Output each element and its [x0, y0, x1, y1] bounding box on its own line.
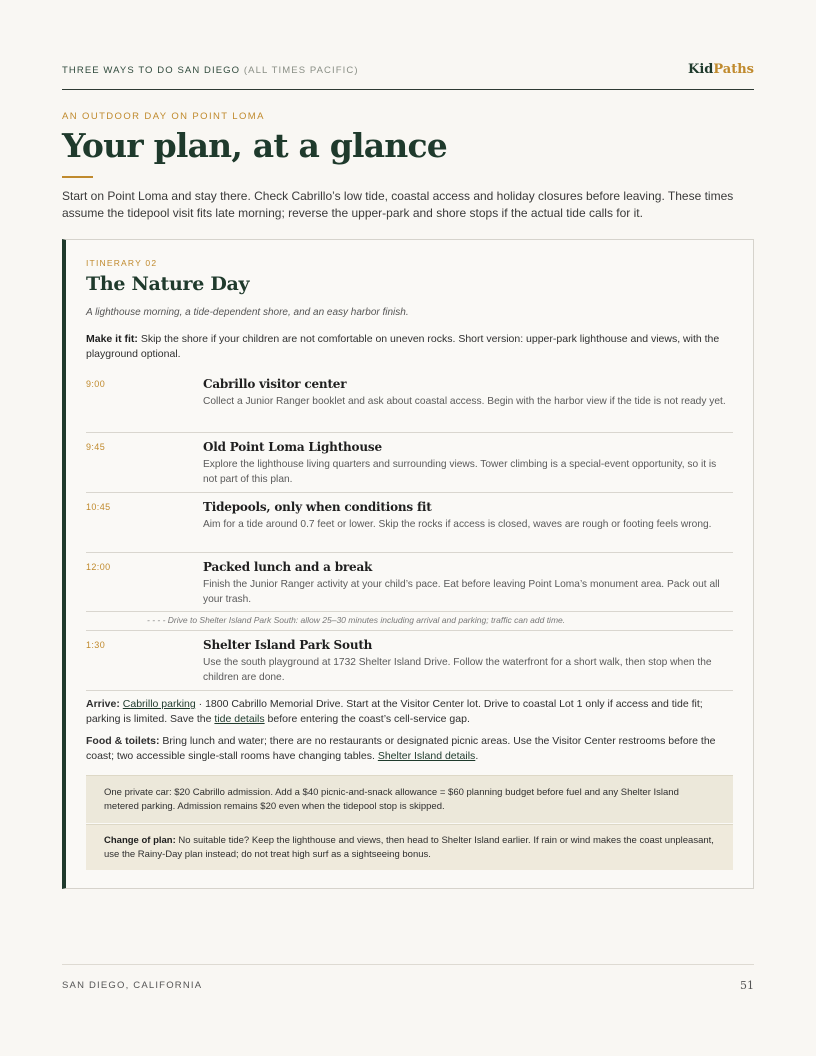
schedule-stop	[86, 553, 733, 612]
food-toilets-note	[86, 734, 733, 764]
budget-panel: One private car: $20 Cabrillo admission. Add a $40 picnic-and-snack allowance = $60 planning budget before fuel and any Shelter Island metered parking. Admission remains $20 even when the tidepool stop is skipped.	[86, 775, 733, 823]
footer-divider	[62, 964, 754, 965]
stop-description: Collect a Junior Ranger booklet and ask about coastal access. Begin with the harbor view if the tide is not ready yet.	[203, 396, 726, 407]
drive-note-text: - - - - Drive to Shelter Island Park South: allow 25–30 minutes including arrival and parking; traffic can add time.	[147, 615, 566, 625]
make-it-fit-note	[86, 332, 733, 362]
stop-description: Aim for a tide around 0.7 feet or lower. Skip the rocks if access is closed, waves are rough or footing feels wrong.	[203, 519, 712, 530]
make-it-fit-text: Skip the shore if your children are not comfortable on uneven rocks. Short version: upper-park lighthouse and views, with the playground optional.	[86, 333, 720, 360]
stop-title: Old Point Loma Lighthouse	[203, 440, 382, 454]
shelter-island-details-link[interactable]: Shelter Island details	[377, 750, 476, 762]
page-title: Your plan, at a glance	[62, 126, 447, 165]
brand-logo	[688, 62, 754, 77]
stop-description: Finish the Junior Ranger activity at your child’s pace. Eat before leaving Point Loma’s monument area. Pack out all your trash.	[203, 579, 720, 605]
change-of-plan-panel	[86, 824, 733, 870]
schedule-stop	[86, 493, 733, 553]
make-it-fit-label: Make it fit:	[86, 333, 138, 345]
food-text-end: .	[475, 750, 479, 762]
stop-title: Tidepools, only when conditions fit	[203, 500, 432, 514]
itinerary-subtitle: A lighthouse morning, a tide-dependent shore, and an easy harbor finish.	[86, 307, 409, 318]
stop-time: 1:30	[86, 640, 106, 650]
running-head	[62, 65, 359, 76]
change-text: No suitable tide? Keep the lighthouse and views, then head to Shelter Island earlier. If rain or wind makes the coast unpleasant, use the Rainy-Day plan instead; do not treat high surf as a sightseeing bonus.	[104, 835, 714, 860]
food-text: Bring lunch and water; there are no restaurants or designated picnic areas. Use the Visitor Center restrooms before the coast; two accessible single-stall rooms have changing tables.	[86, 735, 716, 762]
drive-note	[86, 612, 733, 631]
footer-location: SAN DIEGO, CALIFORNIA	[62, 980, 203, 991]
cabrillo-parking-link[interactable]: Cabrillo parking	[122, 698, 196, 710]
stop-title: Cabrillo visitor center	[203, 377, 347, 391]
stop-time: 12:00	[86, 562, 111, 572]
stop-title: Shelter Island Park South	[203, 638, 373, 652]
schedule-stop	[86, 370, 733, 433]
page-number: 51	[740, 979, 754, 992]
running-header	[62, 63, 754, 90]
brand-part-2: Paths	[713, 62, 754, 77]
arrive-text-end: before entering the coast’s cell-service gap.	[264, 713, 470, 725]
schedule	[86, 370, 733, 691]
schedule-stop-final	[86, 631, 733, 691]
stop-title: Packed lunch and a break	[203, 560, 373, 574]
stop-description: Use the south playground at 1732 Shelter Island Drive. Follow the waterfront for a short walk, then stop when the children are done.	[203, 657, 712, 683]
itinerary-eyebrow: ITINERARY 02	[86, 258, 158, 268]
stop-time: 9:00	[86, 379, 106, 389]
section-eyebrow: AN OUTDOOR DAY ON POINT LOMA	[62, 111, 265, 122]
tide-details-link[interactable]: tide details	[214, 713, 265, 725]
arrive-label: Arrive:	[86, 698, 120, 710]
food-label: Food & toilets:	[86, 735, 160, 747]
running-head-note: (ALL TIMES PACIFIC)	[243, 65, 359, 76]
running-head-title: THREE WAYS TO DO SAN DIEGO	[62, 65, 241, 76]
stop-description: Explore the lighthouse living quarters and surrounding views. Tower climbing is a special-event opportunity, so it is not part of this plan.	[203, 459, 717, 485]
intro-paragraph: Start on Point Loma and stay there. Check Cabrillo’s low tide, coastal access and holiday closures before leaving. These times assume the tidepool visit fits late morning; reverse the upper-park and shore stops if the actual tide calls for it.	[62, 189, 734, 220]
schedule-stop	[86, 433, 733, 493]
itinerary-card	[62, 239, 754, 889]
itinerary-title: The Nature Day	[86, 273, 250, 295]
arrive-text: · 1800 Cabrillo Memorial Drive. Start at the Visitor Center lot. Drive to coastal Lot 1 only if access and tide fit; parking is limited. Save the	[86, 698, 703, 725]
change-label: Change of plan:	[104, 835, 176, 846]
arrive-note	[86, 697, 733, 727]
stop-time: 10:45	[86, 502, 111, 512]
page	[62, 0, 754, 1056]
stop-time: 9:45	[86, 442, 106, 452]
brand-part-1: Kid	[688, 62, 714, 77]
title-accent-rule	[62, 176, 93, 178]
